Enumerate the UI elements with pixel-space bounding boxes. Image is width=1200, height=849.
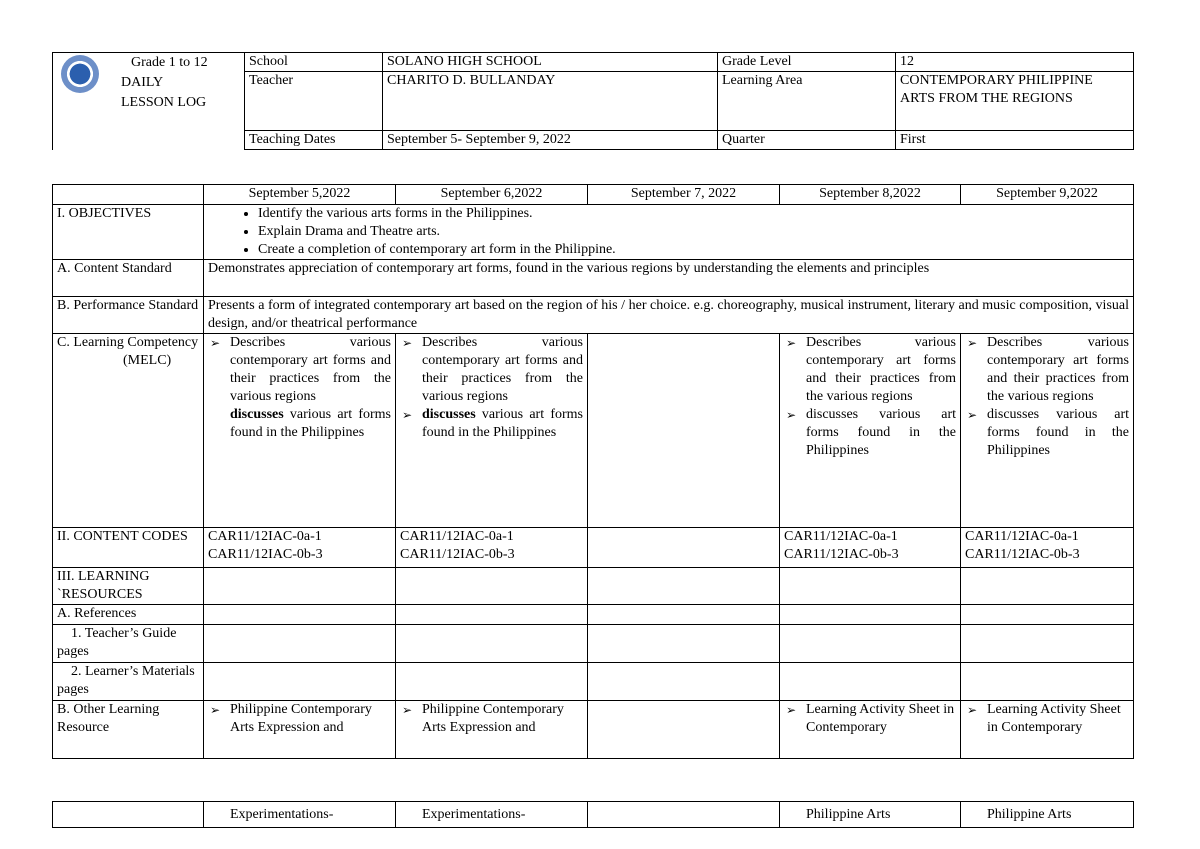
- school-value: SOLANO HIGH SCHOOL: [383, 53, 718, 72]
- teachers-guide-row: [53, 625, 1134, 663]
- competency-item: ➢ discusses various art forms found in the Philippines: [786, 407, 956, 458]
- day-5-competency: [961, 334, 1134, 528]
- day-2-competency: [396, 334, 588, 528]
- day-1-resource: ➢ Philippine Contemporary Arts Expression and: [204, 701, 396, 759]
- references-label: A. References: [53, 605, 204, 625]
- performance-standard-text: Presents a form of integrated contemporary art based on the region of his / her choice. e.g. choreography, musical instrument, literary and music composition, visual design, and/or theatrical performance: [204, 297, 1134, 334]
- day-1-header: September 5,2022: [204, 185, 396, 205]
- learning-area-label: Learning Area: [718, 72, 896, 131]
- content-standard-label: A. Content Standard: [53, 260, 204, 297]
- day-3-resource: [588, 701, 780, 759]
- competency-row: [53, 334, 1134, 528]
- day-3-header: September 7, 2022: [588, 185, 780, 205]
- arrow-bullet-icon: ➢: [210, 336, 221, 350]
- days-row: [53, 185, 1134, 205]
- content-codes-row: [53, 528, 1134, 568]
- header-table: [52, 52, 1134, 150]
- performance-standard-label: B. Performance Standard: [53, 297, 204, 334]
- teachers-guide-label: 1. Teacher’s Guide pages: [53, 625, 204, 663]
- arrow-bullet-icon: ➢: [967, 336, 978, 350]
- arrow-bullet-icon: ➢: [786, 336, 797, 350]
- objective-item: • Identify the various arts forms in the Philippines.: [258, 205, 1129, 223]
- day-1-codes: CAR11/12IAC-0a-1 CAR11/12IAC-0b-3: [204, 528, 396, 568]
- lesson-log-table: [52, 184, 1134, 759]
- content-codes-label: II. CONTENT CODES: [53, 528, 204, 568]
- day-4-resource-cont: Philippine Arts: [780, 802, 961, 828]
- arrow-bullet-icon: ➢: [210, 703, 221, 717]
- day-5-resource: ➢ Learning Activity Sheet in Contemporary: [961, 701, 1134, 759]
- performance-standard-row: [53, 297, 1134, 334]
- learners-materials-row: [53, 663, 1134, 701]
- day-2-header: September 6,2022: [396, 185, 588, 205]
- continuation-table: [52, 801, 1134, 828]
- objective-item: • Explain Drama and Theatre arts.: [258, 223, 1129, 241]
- arrow-bullet-icon: ➢: [402, 408, 413, 422]
- content-standard-text: Demonstrates appreciation of contemporary art forms, found in the various regions by understanding the elements and principles: [204, 260, 1134, 297]
- day-3-competency: [588, 334, 780, 528]
- competency-item: ➢ Describes various contemporary art forms and their practices from the various regions: [967, 335, 1129, 404]
- objectives-label: I. OBJECTIVES: [53, 205, 204, 260]
- day-5-codes: CAR11/12IAC-0a-1 CAR11/12IAC-0b-3: [961, 528, 1134, 568]
- competency-item: ➢ discusses various art forms found in the Philippines: [402, 407, 583, 440]
- teacher-label: Teacher: [245, 72, 383, 131]
- dates-value: September 5- September 9, 2022: [383, 131, 718, 150]
- day-4-competency: [780, 334, 961, 528]
- other-resources-row: [53, 701, 1134, 759]
- grade-level-label: Grade Level: [718, 53, 896, 72]
- arrow-bullet-icon: ➢: [967, 703, 978, 717]
- learning-resources-row: [53, 568, 1134, 605]
- deped-seal-icon: [61, 55, 99, 93]
- day-2-resource: ➢ Philippine Contemporary Arts Expression and: [396, 701, 588, 759]
- competency-item: ➢ discusses various art forms found in the Philippines: [967, 407, 1129, 458]
- day-2-codes: CAR11/12IAC-0a-1 CAR11/12IAC-0b-3: [396, 528, 588, 568]
- grade-level-value: 12: [896, 53, 1134, 72]
- continuation-row: [53, 802, 1134, 828]
- day-4-codes: CAR11/12IAC-0a-1 CAR11/12IAC-0b-3: [780, 528, 961, 568]
- objective-item: • Create a completion of contemporary art form in the Philippine.: [258, 241, 1129, 259]
- doc-title: Grade 1 to 12 DAILY LESSON LOG: [121, 55, 208, 110]
- day-4-header: September 8,2022: [780, 185, 961, 205]
- arrow-bullet-icon: ➢: [786, 408, 797, 422]
- learning-resources-label: III. LEARNING `RESOURCES: [53, 568, 204, 605]
- day-1-competency: [204, 334, 396, 528]
- learning-area-value: CONTEMPORARY PHILIPPINE ARTS FROM THE REGIONS: [896, 72, 1134, 131]
- competency-label: C. Learning Competency (MELC): [53, 334, 204, 528]
- quarter-value: First: [896, 131, 1134, 150]
- day-5-resource-cont: Philippine Arts: [961, 802, 1134, 828]
- quarter-label: Quarter: [718, 131, 896, 150]
- learners-materials-label: 2. Learner’s Materials pages: [53, 663, 204, 701]
- objectives-row: [53, 205, 1134, 260]
- day-5-header: September 9,2022: [961, 185, 1134, 205]
- arrow-bullet-icon: ➢: [402, 703, 413, 717]
- dates-label: Teaching Dates: [245, 131, 383, 150]
- school-label: School: [245, 53, 383, 72]
- content-standard-row: [53, 260, 1134, 297]
- other-resources-label: B. Other Learning Resource: [53, 701, 204, 759]
- competency-item: ➢ Describes various contemporary art forms and their practices from the various regions: [786, 335, 956, 404]
- teacher-value: CHARITO D. BULLANDAY: [383, 72, 718, 131]
- day-3-codes: [588, 528, 780, 568]
- arrow-bullet-icon: ➢: [967, 408, 978, 422]
- deped-logo-cell: [53, 53, 245, 150]
- day-2-resource-cont: Experimentations-: [396, 802, 588, 828]
- arrow-bullet-icon: ➢: [402, 336, 413, 350]
- competency-item: ➢ Describes various contemporary art forms and their practices from the various regions discusses various art forms found in the Philippines: [210, 335, 391, 440]
- references-row: [53, 605, 1134, 625]
- competency-item: ➢ Describes various contemporary art forms and their practices from the various regions: [402, 335, 583, 404]
- objectives-list: [204, 205, 1134, 260]
- day-1-resource-cont: Experimentations-: [204, 802, 396, 828]
- day-4-resource: ➢ Learning Activity Sheet in Contemporary: [780, 701, 961, 759]
- arrow-bullet-icon: ➢: [786, 703, 797, 717]
